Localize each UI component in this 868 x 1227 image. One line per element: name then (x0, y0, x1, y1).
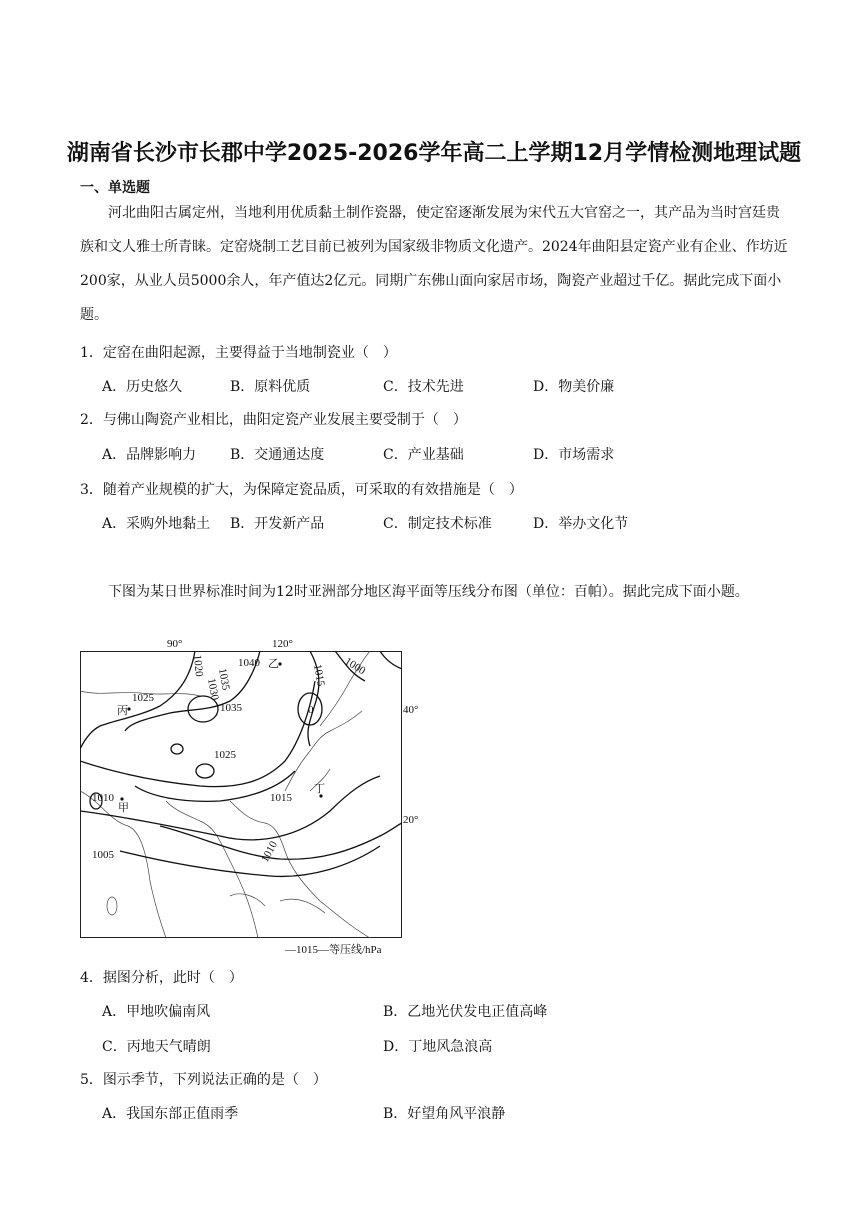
passage-1-line: 超过千亿。据此完成下面小题。 (80, 273, 782, 323)
question-1: 1．定窑在曲阳起源，主要得益于当地制瓷业（ ） (80, 345, 397, 361)
q2-option-b[interactable]: B．交通通达度 (230, 447, 325, 463)
place-label-yi: 乙 (268, 658, 279, 670)
isobar-label: 1000 (342, 655, 368, 678)
q2-option-c[interactable]: C．产业基础 (383, 447, 464, 463)
q3-option-c[interactable]: C．制定技术标准 (383, 516, 492, 532)
map-legend: —1015—等压线/hPa (285, 944, 382, 956)
q1-option-d[interactable]: D．物美价廉 (533, 379, 615, 395)
question-3: 3．随着产业规模的扩大，为保障定瓷品质，可采取的有效措施是（ ） (80, 482, 523, 498)
passage-1-line: 业有企业、作坊近200家，从业人员5000余人，年产值达2亿元。同期广东佛山面向家居市场，陶瓷产业 (80, 239, 788, 289)
isobar-label: 0 (308, 704, 314, 716)
q1-option-a[interactable]: A．历史悠久 (102, 379, 183, 395)
isobar-label: 1020 (191, 654, 205, 678)
latitude-label-40: 40° (403, 704, 419, 716)
q5-option-b[interactable]: B．好望角风平浪静 (383, 1106, 506, 1122)
q3-option-a[interactable]: A．采购外地黏土 (102, 516, 211, 532)
isobar-label: 1015 (270, 792, 292, 804)
q3-option-b[interactable]: B．开发新产品 (230, 516, 325, 532)
question-5: 5．图示季节，下列说法正确的是（ ） (80, 1072, 327, 1088)
longitude-label-90: 90° (167, 638, 183, 650)
q4-option-c[interactable]: C．丙地天气晴朗 (102, 1039, 211, 1055)
passage-2-line: 下图为某日世界标准时间为12时亚洲部分地区海平面等压线分布图（单位：百帕）。据此完成下面小 (108, 584, 721, 600)
question-4: 4．据图分析，此时（ ） (80, 970, 243, 986)
isobar-label: 1035 (220, 702, 242, 714)
isobar-label: 1025 (132, 692, 154, 704)
q1-option-b[interactable]: B．原料优质 (230, 379, 311, 395)
place-marker (120, 797, 123, 800)
passage-2-line: 题。 (720, 584, 749, 600)
q4-option-d[interactable]: D．丁地风急浪高 (383, 1039, 493, 1055)
question-2: 2．与佛山陶瓷产业相比，曲阳定瓷产业发展主要受制于（ ） (80, 412, 467, 428)
longitude-label (168, 651, 183, 652)
isobar-label: 1010 (92, 792, 114, 804)
passage-1 (80, 196, 788, 332)
passage-2 (80, 574, 788, 610)
isobar-label: 1005 (92, 849, 114, 861)
section-heading: 一、单选题 (80, 180, 150, 196)
isobar-label: 1030 (205, 677, 221, 702)
isobar-label: 1015 (311, 663, 327, 688)
q2-option-a[interactable]: A．品牌影响力 (102, 447, 197, 463)
isobar-label: 1025 (214, 749, 236, 761)
isobar-label: 1040 (238, 657, 260, 669)
q5-option-a[interactable]: A．我国东部正值雨季 (102, 1106, 239, 1122)
place-label-bing: 丙 (117, 705, 128, 717)
q1-option-c[interactable]: C．技术先进 (383, 379, 464, 395)
page-title: 湖南省长沙市长郡中学2025-2026学年高二上学期12月学情检测地理试题 (66, 141, 802, 166)
place-label-ding: 丁 (314, 783, 325, 795)
longitude-label-120: 120° (272, 638, 293, 650)
latitude-label-20: 20° (403, 814, 419, 826)
isobar-label: 1035 (216, 667, 232, 692)
passage-1-line: 河北曲阳古属定州，当地利用优质黏土制作瓷器，使定窑逐渐发展为宋代五大官窑之一，其产品为当 (108, 205, 724, 221)
q4-option-a[interactable]: A．甲地吹偏南风 (102, 1004, 211, 1020)
isobar-map (80, 651, 402, 938)
q3-option-d[interactable]: D．举办文化节 (533, 516, 629, 532)
q2-option-d[interactable]: D．市场需求 (533, 447, 615, 463)
map-frame (81, 652, 402, 938)
isobar-label: 1010 (259, 839, 280, 865)
place-label-jia: 甲 (118, 802, 129, 814)
q4-option-b[interactable]: B．乙地光伏发电正值高峰 (383, 1004, 548, 1020)
longitude-label (272, 651, 293, 652)
passage-1-line: 时宫廷贵族和文人雅士所青睐。定窑烧制工艺目前已被列为国家级非物质文化遗产。2024年曲阳县定瓷产 (80, 205, 780, 255)
